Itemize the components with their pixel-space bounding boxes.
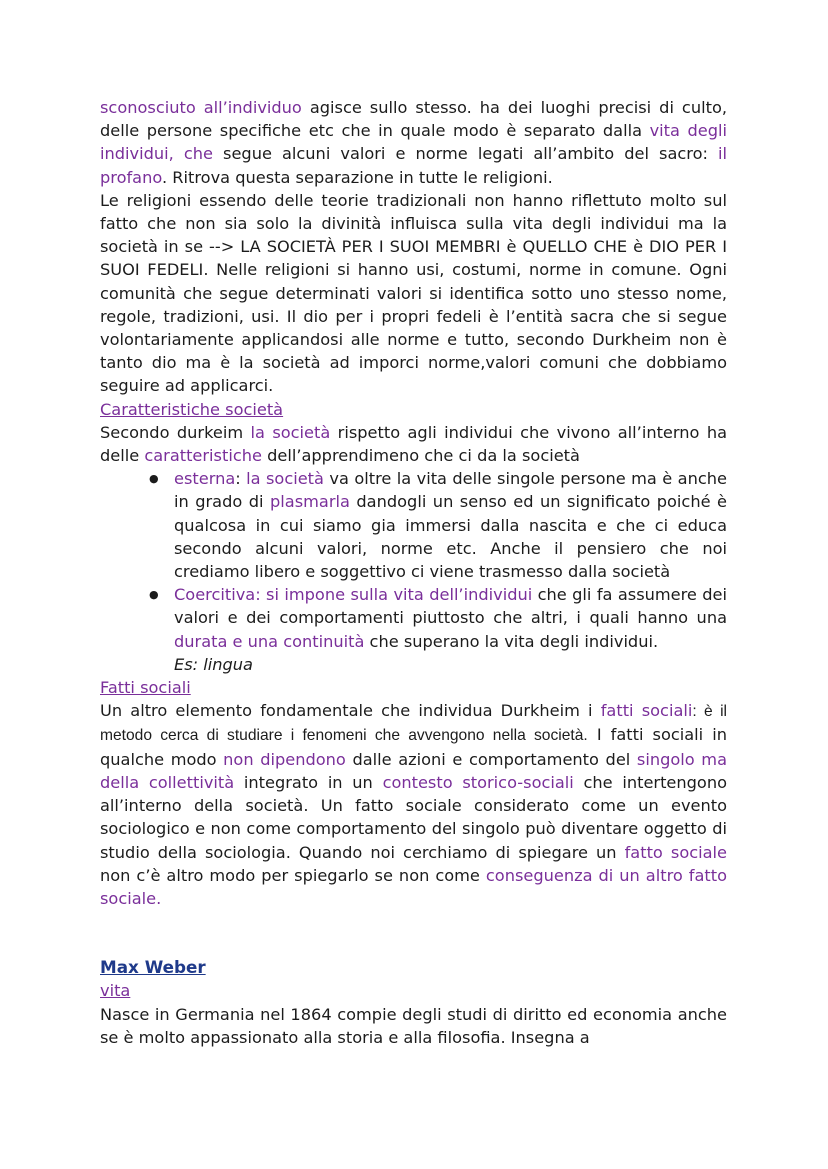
highlight-text: plasmarla: [270, 492, 350, 512]
plain-text: I fatti sociali in qualche modo: [100, 725, 727, 769]
highlight-text: il profano: [100, 144, 727, 187]
example-text: Es: lingua: [174, 654, 253, 674]
highlight-text: sconosciuto all’individuo: [100, 98, 302, 117]
highlight-text: conseguenza di un altro fatto sociale.: [100, 865, 727, 908]
plain-text: va oltre la vita delle singole persone ma è anche in grado di: [174, 469, 727, 512]
plain-text: Un altro elemento fondamentale che individua Durkheim i: [100, 701, 601, 721]
highlight-text: non dipendono: [223, 749, 346, 769]
highlight-text: esterna: [174, 469, 236, 489]
paragraph-fatti-sociali: [100, 699, 727, 910]
spacer: [100, 910, 727, 956]
document-body: [100, 96, 727, 1049]
subheading-vita: vita: [100, 981, 131, 1001]
highlight-text: Coercitiva: si impone sulla vita dell’individui: [174, 585, 533, 605]
highlight-text: fatti sociali: [600, 701, 693, 721]
highlight-text: contesto storico-sociali: [382, 772, 574, 792]
plain-text: non c’è altro modo per spiegarlo se non come: [100, 865, 486, 885]
list-item-coercitiva: [174, 583, 727, 676]
plain-text: : è il metodo cerca di studiare i fenomeni che avvengono nella società.: [100, 703, 727, 745]
highlight-text: singolo ma della collettività: [100, 749, 727, 792]
plain-text: agisce sullo stesso. ha dei luoghi precisi di culto, delle persone specifiche etc che in quale modo è separato dalla: [100, 98, 727, 141]
highlight-text: la società: [246, 469, 324, 489]
plain-text: dalle azioni e comportamento del: [345, 749, 637, 769]
paragraph-weber-vita: Nasce in Germania nel 1864 compie degli studi di diritto ed economia anche se è molto appassionato alla storia e alla filosofia. Insegna a: [100, 1004, 727, 1047]
section-heading-fatti-sociali: Fatti sociali: [100, 678, 191, 698]
highlight-text: fatto sociale: [624, 842, 727, 862]
paragraph-caratteristiche-intro: [100, 421, 727, 467]
plain-text: integrato in un: [234, 772, 383, 792]
plain-text: . Ritrova questa separazione in tutte le religioni.: [161, 167, 553, 187]
highlight-text: durata e una continuità: [174, 631, 365, 651]
highlight-text: caratteristiche: [144, 446, 262, 466]
highlight-text: la società: [250, 422, 331, 442]
plain-text: dell’apprendimeno che ci da la società: [261, 446, 580, 466]
plain-text: che superano la vita degli individui.: [364, 631, 659, 651]
paragraph-sacred-profane: [100, 96, 727, 189]
paragraph-religions: Le religioni essendo delle teorie tradizionali non hanno riflettuto molto sul fatto che non sia solo la divinità influisca sulla vita degli individui ma la società in se --> LA SOCIETÀ PER I SUOI MEMBRI è QUELLO CHE è DIO PER I SUOI FEDELI. Nelle religioni si hanno usi, costumi, norme in comune. Ogni comunità che segue determinati valori si identifica sotto uno stesso nome, regole, tradizioni, usi. Il dio per i propri fedeli è l’entità sacra che si segue volontariamente applicandosi alle norme e tutto, secondo Durkheim non è tanto dio ma è la società ad imporci norme,valori comuni che dobbiamo seguire ad applicarci.: [100, 190, 727, 396]
heading-max-weber: Max Weber: [100, 957, 206, 978]
bullet-list: [100, 467, 727, 676]
plain-text: :: [235, 469, 247, 489]
plain-text: dandogli un senso ed un significato poiché è qualcosa in cui siamo gia immersi dalla nascita e che ci educa secondo alcuni valori, norme etc. Anche il pensiero che noi crediamo libero e soggettivo ci viene trasmesso dalla società: [174, 492, 727, 582]
list-item-esterna: [174, 467, 727, 583]
plain-text: che intertengono all’interno della società. Un fatto sociale considerato come un evento sociologico e non come comportamento del singolo può diventare oggetto di studio della sociologia. Quando noi cerchiamo di spiegare un: [100, 772, 727, 862]
plain-text: segue alcuni valori e norme legati all’ambito del sacro:: [212, 144, 718, 164]
highlight-text: vita degli individui, che: [100, 121, 727, 164]
section-heading-caratteristiche: Caratteristiche società: [100, 399, 284, 419]
plain-text: rispetto agli individui che vivono all’interno ha delle: [100, 422, 727, 466]
plain-text: che gli fa assumere dei valori e dei comportamenti piuttosto che altri, i quali hanno una: [174, 585, 728, 628]
plain-text: Secondo durkeim: [100, 422, 251, 442]
